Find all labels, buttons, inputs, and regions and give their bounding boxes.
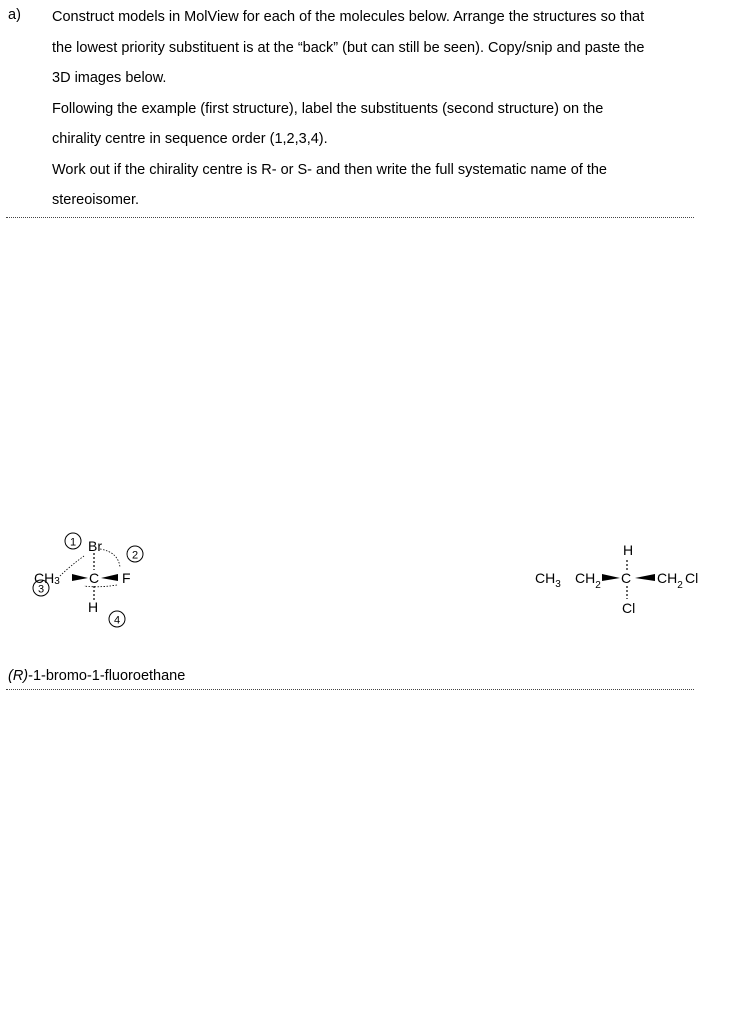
atom-ch3: $CH_3$	[535, 570, 561, 590]
atom-cl-right: Cl	[685, 570, 699, 586]
priority-3: 3	[37, 583, 45, 596]
example-answer: (R)-1-bromo-1-fluoroethane	[8, 668, 186, 684]
instruction-line-7: stereoisomer.	[52, 192, 140, 208]
priority-4: 4	[113, 614, 121, 627]
atom-ch2-right: $CH_2$	[657, 570, 683, 591]
bottom-divider	[6, 689, 694, 690]
second-structure	[535, 542, 698, 616]
atom-ch2-left: $CH_2$	[575, 570, 601, 591]
instruction-line-3: 3D images below.	[52, 70, 167, 86]
priority-2: 2	[131, 549, 139, 562]
atom-f: F	[122, 570, 131, 586]
instruction-line-1: Construct models in MolView for each of the molecules below. Arrange the structures so that	[52, 9, 645, 25]
instruction-line-6: Work out if the chirality centre is R- or S- and then write the full systematic name of the	[52, 161, 607, 178]
instruction-line-2: the lowest priority substituent is at the “back” (but can still be seen). Copy/snip and paste the	[52, 39, 645, 56]
atom-h-top: H	[623, 542, 634, 558]
atom-c-center: C	[621, 570, 632, 586]
instruction-line-4: Following the example (first structure), label the substituents (second structure) on the	[52, 100, 604, 117]
example-structure	[33, 533, 143, 627]
priority-1: 1	[69, 536, 77, 549]
atom-h: H	[88, 599, 99, 615]
atom-c-center: C	[89, 570, 100, 586]
question-label: a)	[8, 7, 21, 23]
atom-cl-bottom: Cl	[622, 600, 636, 616]
atom-ch3: CH3	[34, 570, 60, 587]
instruction-line-5: chirality centre in sequence order (1,2,3,4).	[52, 131, 328, 147]
atom-br: Br	[88, 538, 102, 554]
